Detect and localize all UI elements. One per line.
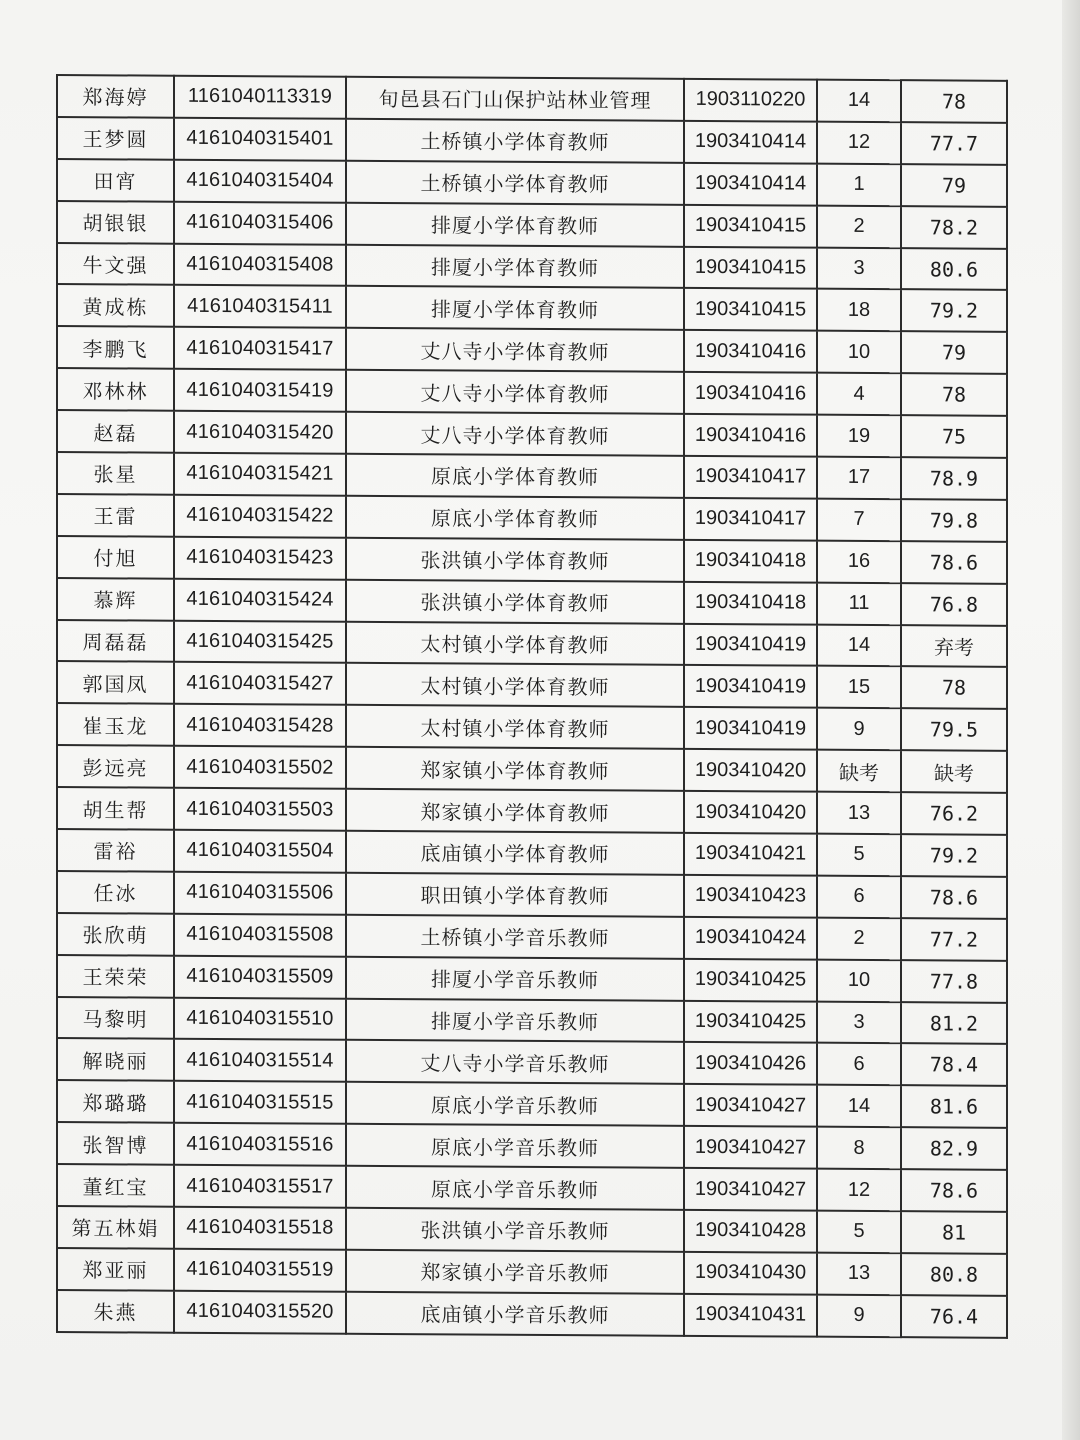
seat-number-cell: 10 <box>817 959 901 1001</box>
seat-number-cell: 5 <box>817 1211 901 1253</box>
score-cell: 弃考 <box>901 625 1007 668</box>
position-code-cell: 1903410427 <box>684 1084 817 1127</box>
admission-ticket-cell: 4161040315504 <box>174 830 346 873</box>
seat-number-cell: 6 <box>817 876 901 918</box>
position-code-cell: 1903410431 <box>684 1294 817 1337</box>
position-code-cell: 1903410416 <box>684 330 817 373</box>
admission-ticket-cell: 4161040315503 <box>174 788 346 831</box>
candidate-name-cell: 张欣萌 <box>57 913 174 956</box>
candidate-name-cell: 雷裕 <box>57 829 174 872</box>
admission-ticket-cell: 4161040315411 <box>174 285 346 328</box>
candidate-name-cell: 田宵 <box>57 159 174 202</box>
candidate-name-cell: 张智博 <box>57 1122 174 1165</box>
score-table-body <box>57 75 1007 1338</box>
admission-ticket-cell: 4161040315518 <box>174 1207 346 1250</box>
admission-ticket-cell: 4161040315510 <box>174 997 346 1040</box>
position-name-cell: 原底小学音乐教师 <box>346 1124 684 1168</box>
position-code-cell: 1903410420 <box>684 791 817 834</box>
position-name-cell: 底庙镇小学体育教师 <box>346 831 684 875</box>
position-code-cell: 1903110220 <box>684 79 817 122</box>
candidate-name-cell: 马黎明 <box>57 997 174 1040</box>
position-code-cell: 1903410417 <box>684 498 817 541</box>
position-name-cell: 丈八寺小学体育教师 <box>346 370 684 414</box>
candidate-name-cell: 郑璐璐 <box>57 1080 174 1123</box>
position-code-cell: 1903410428 <box>684 1210 817 1253</box>
position-name-cell: 土桥镇小学体育教师 <box>346 119 684 163</box>
position-name-cell: 排厦小学音乐教师 <box>346 956 684 1000</box>
score-cell: 79.5 <box>901 709 1007 752</box>
table-row <box>57 829 1007 877</box>
candidate-name-cell: 胡生帮 <box>57 787 174 830</box>
table-row <box>57 117 1007 165</box>
seat-number-cell: 8 <box>817 1127 901 1169</box>
score-cell: 78.6 <box>901 1169 1007 1212</box>
position-code-cell: 1903410419 <box>684 623 817 666</box>
table-row <box>57 620 1007 668</box>
score-cell: 78 <box>901 80 1007 123</box>
candidate-name-cell: 解晓丽 <box>57 1038 174 1081</box>
table-row <box>57 661 1007 709</box>
position-name-cell: 原底小学体育教师 <box>346 454 684 498</box>
score-cell: 77.7 <box>901 122 1007 165</box>
position-name-cell: 张洪镇小学音乐教师 <box>346 1208 684 1252</box>
position-code-cell: 1903410416 <box>684 372 817 415</box>
score-cell: 78.4 <box>901 1044 1007 1087</box>
seat-number-cell: 18 <box>817 289 901 331</box>
position-code-cell: 1903410418 <box>684 540 817 583</box>
position-code-cell: 1903410425 <box>684 959 817 1002</box>
candidate-name-cell: 郑亚丽 <box>57 1248 174 1291</box>
candidate-name-cell: 邓林林 <box>57 368 174 411</box>
table-row <box>57 997 1007 1045</box>
admission-ticket-cell: 4161040315509 <box>174 955 346 998</box>
seat-number-cell: 2 <box>817 205 901 247</box>
candidate-name-cell: 牛文强 <box>57 243 174 286</box>
position-name-cell: 太村镇小学体育教师 <box>346 663 684 707</box>
admission-ticket-cell: 4161040315423 <box>174 537 346 580</box>
table-row <box>57 578 1007 626</box>
position-name-cell: 太村镇小学体育教师 <box>346 621 684 665</box>
position-name-cell: 旬邑县石门山保护站林业管理 <box>346 77 684 121</box>
position-code-cell: 1903410415 <box>684 205 817 248</box>
position-name-cell: 张洪镇小学体育教师 <box>346 538 684 582</box>
position-name-cell: 职田镇小学体育教师 <box>346 873 684 917</box>
admission-ticket-cell: 4161040315404 <box>174 160 346 203</box>
position-code-cell: 1903410417 <box>684 456 817 499</box>
score-cell: 79.2 <box>901 834 1007 877</box>
table-row <box>57 368 1007 416</box>
admission-ticket-cell: 4161040315514 <box>174 1039 346 1082</box>
position-code-cell: 1903410419 <box>684 665 817 708</box>
candidate-name-cell: 第五林娟 <box>57 1206 174 1249</box>
candidate-name-cell: 郭国凤 <box>57 661 174 704</box>
admission-ticket-cell: 4161040315508 <box>174 914 346 957</box>
candidate-name-cell: 李鹏飞 <box>57 326 174 369</box>
position-name-cell: 丈八寺小学音乐教师 <box>346 1040 684 1084</box>
table-row <box>57 745 1007 793</box>
seat-number-cell: 10 <box>817 331 901 373</box>
table-row <box>57 787 1007 835</box>
admission-ticket-cell: 4161040315519 <box>174 1249 346 1292</box>
score-cell: 77.2 <box>901 918 1007 961</box>
seat-number-cell: 14 <box>817 1085 901 1127</box>
seat-number-cell: 7 <box>817 499 901 541</box>
candidate-name-cell: 朱燕 <box>57 1290 174 1333</box>
paper-edge <box>1062 0 1080 1440</box>
position-name-cell: 排厦小学体育教师 <box>346 286 684 330</box>
table-row <box>57 1206 1007 1254</box>
position-code-cell: 1903410425 <box>684 1000 817 1043</box>
admission-ticket-cell: 4161040315425 <box>174 620 346 663</box>
position-name-cell: 排厦小学体育教师 <box>346 202 684 246</box>
admission-ticket-cell: 4161040315515 <box>174 1081 346 1124</box>
table-row <box>57 955 1007 1003</box>
score-cell: 79.2 <box>901 290 1007 333</box>
score-cell: 76.8 <box>901 583 1007 626</box>
position-code-cell: 1903410430 <box>684 1252 817 1295</box>
table-row <box>57 326 1007 374</box>
score-cell: 79 <box>901 332 1007 375</box>
seat-number-cell: 3 <box>817 247 901 289</box>
score-cell: 80.8 <box>901 1253 1007 1296</box>
candidate-name-cell: 王梦圆 <box>57 117 174 160</box>
candidate-name-cell: 郑海婷 <box>57 75 174 118</box>
candidate-name-cell: 董红宝 <box>57 1164 174 1207</box>
score-cell: 78 <box>901 667 1007 710</box>
table-row <box>57 159 1007 207</box>
candidate-name-cell: 王雷 <box>57 494 174 537</box>
admission-ticket-cell: 4161040315408 <box>174 243 346 286</box>
seat-number-cell: 17 <box>817 457 901 499</box>
score-cell: 78.6 <box>901 876 1007 919</box>
score-cell: 81 <box>901 1211 1007 1254</box>
seat-number-cell: 16 <box>817 540 901 582</box>
table-row <box>57 452 1007 500</box>
admission-ticket-cell: 4161040315506 <box>174 872 346 915</box>
admission-ticket-cell: 4161040315502 <box>174 746 346 789</box>
table-row <box>57 913 1007 961</box>
position-code-cell: 1903410418 <box>684 582 817 625</box>
position-code-cell: 1903410419 <box>684 707 817 750</box>
score-cell: 79 <box>901 164 1007 207</box>
seat-number-cell: 5 <box>817 834 901 876</box>
table-row <box>57 536 1007 584</box>
position-code-cell: 1903410427 <box>684 1168 817 1211</box>
position-name-cell: 郑家镇小学体育教师 <box>346 789 684 833</box>
position-name-cell: 原底小学音乐教师 <box>346 1082 684 1126</box>
position-name-cell: 丈八寺小学体育教师 <box>346 328 684 372</box>
seat-number-cell: 4 <box>817 373 901 415</box>
position-name-cell: 排厦小学音乐教师 <box>346 998 684 1042</box>
candidate-name-cell: 慕辉 <box>57 578 174 621</box>
score-cell: 76.4 <box>901 1295 1007 1338</box>
score-cell: 81.2 <box>901 1002 1007 1045</box>
candidate-name-cell: 王荣荣 <box>57 955 174 998</box>
position-code-cell: 1903410424 <box>684 917 817 960</box>
candidate-name-cell: 张星 <box>57 452 174 495</box>
admission-ticket-cell: 4161040315406 <box>174 201 346 244</box>
admission-ticket-cell: 4161040315422 <box>174 495 346 538</box>
position-name-cell: 土桥镇小学体育教师 <box>346 161 684 205</box>
score-table <box>56 74 1008 1339</box>
seat-number-cell: 9 <box>817 1294 901 1336</box>
table-row <box>57 410 1007 458</box>
table-row <box>57 75 1007 123</box>
seat-number-cell: 13 <box>817 1253 901 1295</box>
position-code-cell: 1903410416 <box>684 414 817 457</box>
admission-ticket-cell: 4161040315417 <box>174 327 346 370</box>
candidate-name-cell: 周磊磊 <box>57 620 174 663</box>
seat-number-cell: 2 <box>817 917 901 959</box>
admission-ticket-cell: 4161040315421 <box>174 453 346 496</box>
score-cell: 78.2 <box>901 206 1007 249</box>
seat-number-cell: 15 <box>817 666 901 708</box>
admission-ticket-cell: 4161040315517 <box>174 1165 346 1208</box>
table-row <box>57 703 1007 751</box>
position-code-cell: 1903410415 <box>684 246 817 289</box>
position-code-cell: 1903410414 <box>684 163 817 206</box>
position-code-cell: 1903410427 <box>684 1126 817 1169</box>
seat-number-cell: 1 <box>817 163 901 205</box>
candidate-name-cell: 胡银银 <box>57 201 174 244</box>
table-row <box>57 1248 1007 1296</box>
score-cell: 79.8 <box>901 499 1007 542</box>
admission-ticket-cell: 4161040315420 <box>174 411 346 454</box>
position-name-cell: 郑家镇小学体育教师 <box>346 747 684 791</box>
table-row <box>57 1164 1007 1212</box>
seat-number-cell: 6 <box>817 1043 901 1085</box>
admission-ticket-cell: 4161040315401 <box>174 118 346 161</box>
table-row <box>57 1080 1007 1128</box>
seat-number-cell: 9 <box>817 708 901 750</box>
admission-ticket-cell: 1161040113319 <box>174 76 346 119</box>
table-row <box>57 243 1007 291</box>
position-name-cell: 原底小学体育教师 <box>346 496 684 540</box>
seat-number-cell: 13 <box>817 792 901 834</box>
score-cell: 78.9 <box>901 457 1007 500</box>
position-name-cell: 张洪镇小学体育教师 <box>346 579 684 623</box>
seat-number-cell: 14 <box>817 80 901 122</box>
position-name-cell: 丈八寺小学体育教师 <box>346 412 684 456</box>
table-row <box>57 1038 1007 1086</box>
admission-ticket-cell: 4161040315428 <box>174 704 346 747</box>
position-name-cell: 底庙镇小学音乐教师 <box>346 1292 684 1336</box>
position-code-cell: 1903410415 <box>684 288 817 331</box>
seat-number-cell: 14 <box>817 624 901 666</box>
table-row <box>57 284 1007 332</box>
admission-ticket-cell: 4161040315520 <box>174 1291 346 1334</box>
position-code-cell: 1903410420 <box>684 749 817 792</box>
admission-ticket-cell: 4161040315516 <box>174 1123 346 1166</box>
table-row <box>57 871 1007 919</box>
score-cell: 82.9 <box>901 1127 1007 1170</box>
admission-ticket-cell: 4161040315419 <box>174 369 346 412</box>
seat-number-cell: 3 <box>817 1001 901 1043</box>
candidate-name-cell: 任冰 <box>57 871 174 914</box>
position-name-cell: 郑家镇小学音乐教师 <box>346 1250 684 1294</box>
score-cell: 78.6 <box>901 541 1007 584</box>
position-name-cell: 土桥镇小学音乐教师 <box>346 915 684 959</box>
table-row <box>57 201 1007 249</box>
admission-ticket-cell: 4161040315427 <box>174 662 346 705</box>
table-row <box>57 1290 1007 1338</box>
position-name-cell: 原底小学音乐教师 <box>346 1166 684 1210</box>
admission-ticket-cell: 4161040315424 <box>174 578 346 621</box>
candidate-name-cell: 付旭 <box>57 536 174 579</box>
position-name-cell: 太村镇小学体育教师 <box>346 705 684 749</box>
score-cell: 80.6 <box>901 248 1007 291</box>
candidate-name-cell: 赵磊 <box>57 410 174 453</box>
score-cell: 81.6 <box>901 1086 1007 1129</box>
seat-number-cell: 12 <box>817 122 901 164</box>
seat-number-cell: 19 <box>817 415 901 457</box>
score-cell: 78 <box>901 373 1007 416</box>
candidate-name-cell: 黄成栋 <box>57 284 174 327</box>
table-row <box>57 1122 1007 1170</box>
candidate-name-cell: 彭远亮 <box>57 745 174 788</box>
position-name-cell: 排厦小学体育教师 <box>346 244 684 288</box>
seat-number-cell: 12 <box>817 1169 901 1211</box>
position-code-cell: 1903410414 <box>684 121 817 164</box>
position-code-cell: 1903410421 <box>684 833 817 876</box>
candidate-name-cell: 崔玉龙 <box>57 703 174 746</box>
score-cell: 缺考 <box>901 750 1007 793</box>
score-cell: 75 <box>901 415 1007 458</box>
position-code-cell: 1903410426 <box>684 1042 817 1085</box>
position-code-cell: 1903410423 <box>684 875 817 918</box>
seat-number-cell: 缺考 <box>817 750 901 792</box>
score-cell: 77.8 <box>901 960 1007 1003</box>
seat-number-cell: 11 <box>817 582 901 624</box>
table-row <box>57 494 1007 542</box>
score-cell: 76.2 <box>901 792 1007 835</box>
